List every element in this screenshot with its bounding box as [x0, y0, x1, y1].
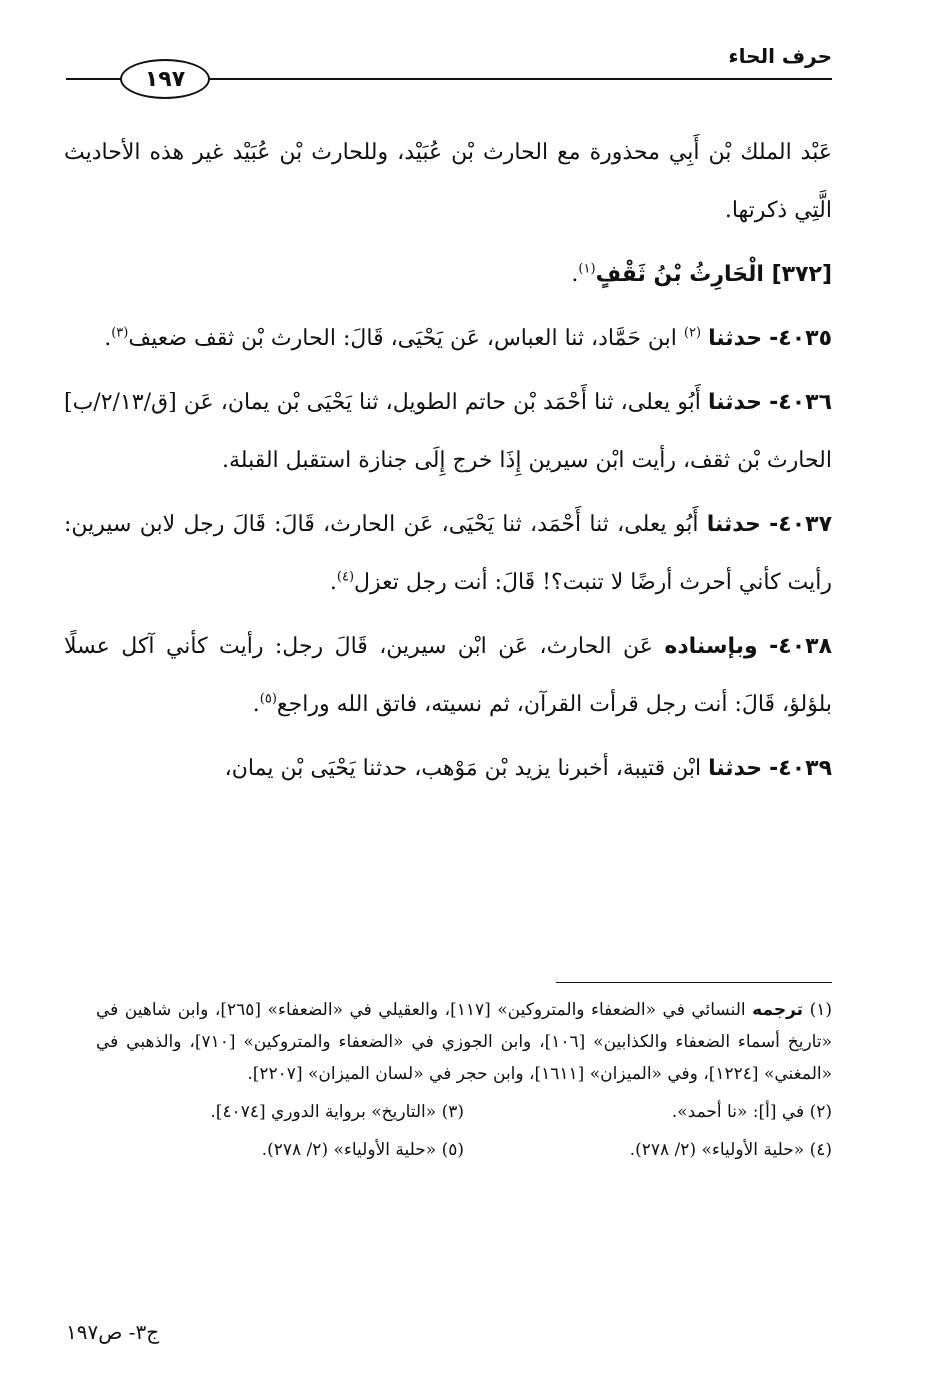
footnote-ref: (٤): [336, 569, 355, 585]
hadith-text: أَبُو يعلى، ثنا أَحْمَد، ثنا يَحْيَى، عَن الحارث، قَالَ: قَالَ رجل لابن سيرين: رأيت كأني أحرث أرضًا لا تنبت؟! قَالَ: أنت رجل تعزل: [64, 512, 832, 595]
hadith-keyword: حدثنا: [706, 512, 761, 537]
hadith-number: ٤٠٣٥-: [769, 326, 832, 351]
hadith-text: أَبُو يعلى، ثنا أَحْمَد بْن حاتم الطويل، ثنا يَحْيَى بْن يمان، عَن [ق/٢/١٣/ب] الحارث بْن ثقف، رأيت ابْن سيرين إِذَا خرج إِلَى جنازة استقبل القبلة.: [64, 390, 832, 473]
footnotes: [96, 994, 832, 1172]
hadith-4039: [64, 740, 832, 798]
running-title: حرف الحاء: [728, 44, 832, 68]
main-text: [64, 124, 832, 804]
footnote-text: النسائي في «الضعفاء والمتروكين» [١١٧]، والعقيلي في «الضعفاء» [٢٦٥]، وابن شاهين في «تاريخ أسماء الضعفاء والكذابين» [١٠٦]، وابن الجوزي في «الضعفاء والمتروكين» [٧١٠]، والذهبي في «المغني» [١٢٢٤]، وفي «الميزان» [١٦١١]، وابن حجر في «لسان الميزان» [٢٢٠٧].: [96, 1000, 832, 1084]
page-number-badge: [120, 59, 210, 99]
paragraph-intro: عَبْد الملك بْن أَبِي محذورة مع الحارث بْن عُبَيْد، وللحارث بْن عُبَيْد غير هذه الأحاديث الَّتِي ذكرتها.: [64, 140, 832, 223]
footnote-4: (٤) «حلية الأولياء» (٢/ ٢٧٨).: [629, 1140, 832, 1160]
entry-title: [٣٧٢] الْحَارِثُ بْنُ ثَقْفٍ: [595, 262, 832, 287]
footnote-row: [96, 1134, 832, 1166]
footnote-1: [96, 994, 832, 1090]
footnote-2: (٢) في [أ]: «نا أحمد».: [671, 1102, 832, 1122]
hadith-number: ٤٠٣٧-: [769, 512, 832, 537]
hadith-4038: [64, 618, 832, 734]
hadith-end: .: [252, 692, 260, 717]
footnote-ref: (٣): [111, 325, 129, 341]
footnote-keyword: ترجمه: [752, 1000, 804, 1020]
footnote-ref: (٢): [683, 325, 702, 341]
hadith-4035: [64, 310, 832, 368]
footnote-separator: [556, 982, 832, 983]
hadith-number: ٤٠٣٨-: [769, 634, 832, 659]
hadith-keyword: حدثنا: [708, 756, 763, 781]
hadith-number: ٤٠٣٩-: [769, 756, 832, 781]
entry-heading: [64, 246, 832, 304]
hadith-4036: [64, 374, 832, 490]
hadith-number: ٤٠٣٦-: [769, 390, 832, 415]
hadith-text: ابْن قتيبة، أخبرنا يزيد بْن مَوْهب، حدثنا يَحْيَى بْن يمان،: [224, 756, 702, 781]
hadith-4037: [64, 496, 832, 612]
hadith-keyword: حدثنا: [708, 326, 763, 351]
footnote-number: (١): [809, 1000, 832, 1020]
footnote-row: [96, 1096, 832, 1128]
footnote-5: (٥) «حلية الأولياء» (٢/ ٢٧٨).: [261, 1140, 464, 1160]
hadith-keyword: حدثنا: [707, 390, 763, 415]
hadith-end: .: [329, 570, 337, 595]
footnote-3: (٣) «التاريخ» برواية الدوري [٤٠٧٤].: [210, 1102, 464, 1122]
hadith-keyword: وبإسناده: [664, 634, 758, 659]
hadith-end: .: [104, 326, 112, 351]
volume-page-reference: ج٣- ص١٩٧: [66, 1320, 160, 1344]
page-number: ١٩٧: [144, 66, 186, 92]
footnote-ref: (١): [578, 261, 596, 277]
footnote-ref: (٥): [259, 691, 277, 707]
entry-end: .: [571, 262, 579, 287]
hadith-text: عَن الحارث، عَن ابْن سيرين، قَالَ رجل: رأيت كأني آكل عسلًا بلؤلؤ، قَالَ: أنت رجل قرأت القرآن، ثم نسيته، فاتق الله وراجع: [64, 634, 832, 717]
hadith-text: ابن حَمَّاد، ثنا العباس، عَن يَحْيَى، قَالَ: الحارث بْن ثقف ضعيف: [128, 326, 677, 351]
